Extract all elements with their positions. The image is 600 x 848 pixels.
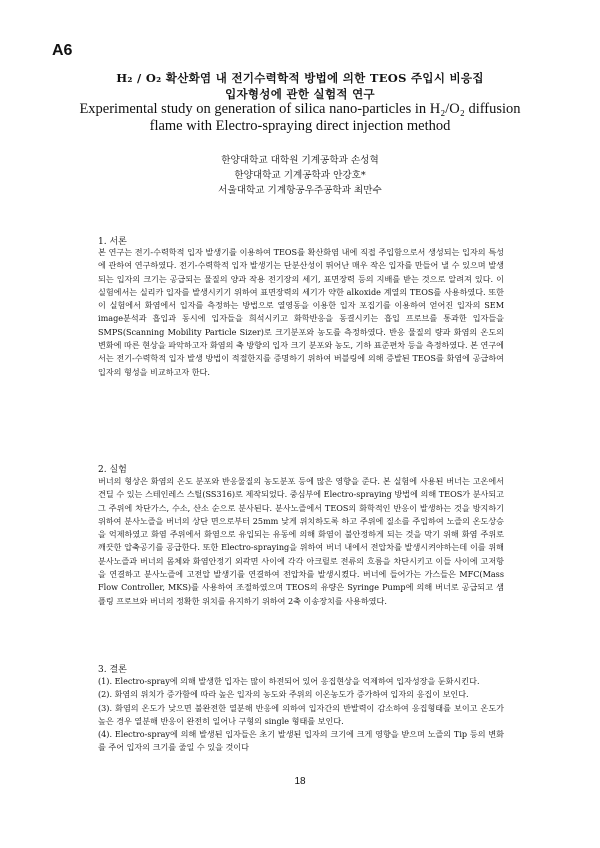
title-korean-line1: H₂ / O₂ 확산화염 내 전기수력학적 방법에 의한 TEOS 주입시 비응집 (116, 71, 484, 85)
conclusion-item-1: (1). Electro-spray에 의해 발생한 입자는 많이 하전되어 있어 응집현상을 억제하여 입자성장을 둔화시킨다. (98, 676, 480, 686)
conclusion-item-3: (3). 화염의 온도가 낮으면 불완전한 열분해 반응에 의하여 입자간의 반발력이 감소하여 응집형태를 보이고 온도가 높은 경우 열분해 반응이 완전히 일어나 구형의 single 형태를 보인다. (98, 702, 504, 726)
title-english-line1: Experimental study on generation of silica nano-particles in H₂/O₂ diffusion (79, 101, 521, 117)
section-heading-conclusion: 3. 결론 (98, 665, 127, 675)
author-1: 한양대학교 대학원 기계공학과 손성혁 (221, 155, 379, 166)
conclusion-item-2: (2). 화염의 위치가 증가함에 따라 높은 입자의 농도와 주위의 이온농도가 증가하여 입자의 응집이 보인다. (98, 689, 469, 700)
section-heading-experiment: 2. 실험 (98, 465, 127, 475)
title-english-line2: flame with Electro-spraying direct injection method (149, 118, 451, 134)
experiment-paragraph: 버너의 형상은 화염의 온도 분포와 반응물질의 농도분포 등에 많은 영향을 준다. 본 실험에 사용된 버너는 고온에서 견딜 수 있는 스테인레스 스틸(SS316)로 제작되었다. 중심부에 Electro-spraying 방법에 의해 TEOS가 분사되고 그 주위에 차단가스, 수소, 산소 순으로 분사된다. 분사노즐에서 TEOS의 화학적인 반응이 발생하는 것을 방지하기 위하여 분사노즐을 버너의 상단 면으로부터 25mm 낮게 위치하도록 하고 주위에 질소를 주입하여 노즐의 온도상승을 억제하였고 화염 주위에서 화염으로 유입되는 유동에 의해 화염이 불안정하게 되는 것을 막기 위해 화염 주위로 깨끗한 압축공기를 공급한다. 또한 Electro-spraying을 위하여 버너 내에서 전압차를 발생시켜야하는데 이를 위해 분사노즐과 버너의 몸체와 화염안정기 외곽면 사이에 각각 아크릴로 전류의 흐름을 차단시키고 이들 사이에 고저항을 연결하고 분사노즐에 고전압 발생기를 연결하여 전압차를 발생시켰다. 버너에 들어가는 가스들은 MFC(Mass Flow Controller, MKS)를 사용하여 조절하였으며 TEOS의 유량은 Syringe Pump에 의해 버너로 공급되고 샘플링 프로브와 버너의 정확한 위치를 유지하기 위하여 2축 이송장치를 사용하였다. (98, 476, 504, 606)
paper-code: A6 (52, 42, 73, 59)
section-experiment-body (98, 475, 504, 608)
conclusion-item-4: (4). Electro-spray에 의해 발생된 입자들은 초기 발생된 입자의 크기에 크게 영향을 받으며 노즐의 Tip 등의 변화를 주어 입자의 크기를 줄일 수 있을 것이다 (98, 729, 504, 753)
intro-paragraph: 본 연구는 전기-수력학적 입자 발생기를 이용하여 TEOS를 확산화염 내에 직접 주입함으로서 생성되는 입자의 특성에 관하여 연구하였다. 전기-수력학적 입자 발생기는 단분산성이 뛰어난 매우 작은 입자를 만들어 낼 수 있으며 발생되는 입자의 크기는 공급되는 물질의 양과 작용 전기장의 세기, 표면장력 등의 지배를 받는 것으로 알려져 있다. 이 실험에서는 실리카 입자를 발생시키기 위하여 표면장력의 세기가 약한 alkoxide 계열의 TEOS를 사용하였다. 또한 이 실험에서 화염에서 입자를 측정하는 방법으로 열영동을 이용한 입자 포집기를 이용하여 얻어진 입자의 SEM image분석과 흡입과 동시에 입자들을 희석시키고 화학반응을 동결시키는 흡입 프로브를 통과한 입자들을 SMPS(Scanning Mobility Particle Sizer)로 크기분포와 농도를 측정하였다. 반응 물질의 량과 화염의 온도의 변화에 따른 현상을 파악하고자 화염의 축 방향의 입자 크기 분포와 농도, 기하 표준편차 등을 측정하였다. 본 연구에서는 전기-수력학적 입자 발생 방법이 적절한지를 증명하기 위하여 버블링에 의해 증발된 TEOS를 화염에 공급하여 입자의 형성을 비교하고자 한다. (98, 247, 504, 377)
section-heading-intro: 1. 서론 (98, 237, 127, 247)
page-number: 18 (294, 776, 306, 787)
section-intro-body (98, 246, 504, 379)
title-korean-line2: 입자형성에 관한 실험적 연구 (225, 87, 375, 101)
author-2: 한양대학교 기계공학과 안강호* (234, 170, 366, 181)
author-3: 서울대학교 기계항공우주공학과 최만수 (218, 185, 382, 196)
section-conclusion-body (98, 675, 504, 755)
